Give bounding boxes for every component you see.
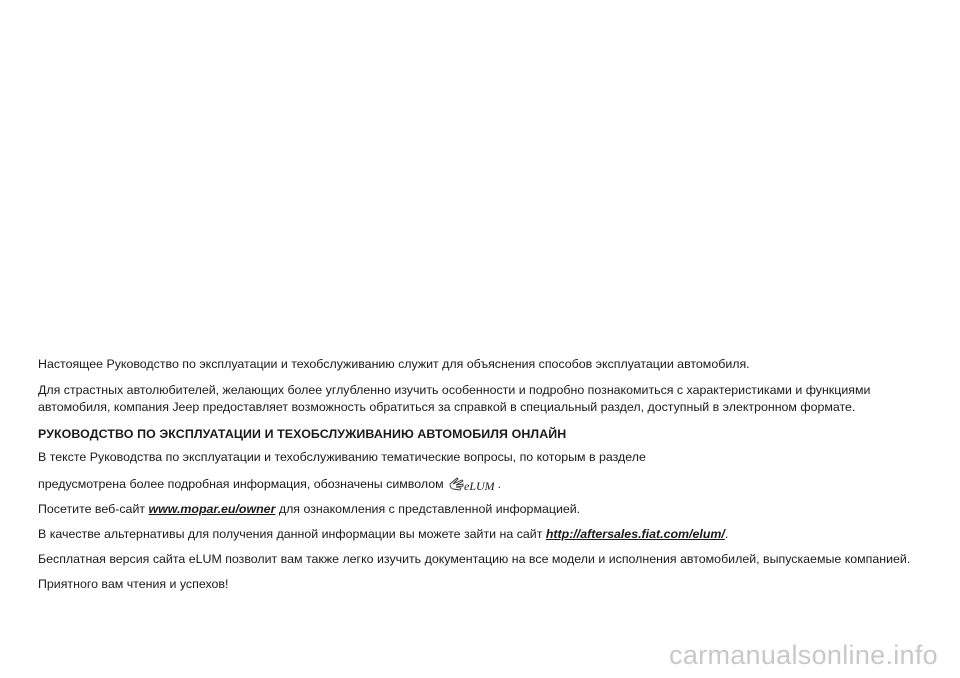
visit-before: Посетите веб-сайт (38, 502, 149, 516)
elum-icon-text: eLUM (463, 479, 494, 492)
paragraph2-line1: Для страстных автолюбителей, желающих более углубленно изучить особенности и подробно познакомиться с характеристиками и функциями (38, 383, 871, 397)
section-heading: РУКОВОДСТВО ПО ЭКСПЛУАТАЦИИ И ТЕХОБСЛУЖИВАНИЮ АВТОМОБИЛЯ ОНЛАЙН (38, 427, 567, 441)
text-line2 (38, 474, 928, 493)
mopar-owner-link[interactable]: www.mopar.eu/owner (148, 502, 276, 516)
free-version-line: Бесплатная версия сайта eLUM позволит вам также легко изучить документацию на все модели и исполнения автомобилей, выпускаемые компанией. (38, 552, 911, 566)
visit-after: для ознакомления с представленной информацией. (275, 502, 581, 516)
elum-hand-icon (448, 474, 494, 492)
alternative-line (38, 526, 928, 543)
alt-after: . (724, 527, 729, 541)
aftersales-elum-link[interactable]: http://aftersales.fiat.com/elum/ (545, 527, 725, 541)
visit-line (38, 501, 928, 518)
text-line2-after: . (497, 477, 502, 491)
paragraph2-line2: автомобиля, компания Jeep предоставляет возможность обратиться за справкой в специальный раздел, доступный в электронном формате. (38, 400, 856, 414)
watermark: carmanualsonline.info (669, 640, 938, 670)
alt-before: В качестве альтернативы для получения данной информации вы можете зайти на сайт (38, 527, 546, 541)
document-body (38, 356, 928, 593)
text-line1: В тексте Руководства по эксплуатации и техобслуживанию тематические вопросы, по которым в разделе (38, 450, 646, 464)
text-line2-before: предусмотрена более подробная информация, обозначены символом (38, 477, 444, 491)
intro-paragraph: Настоящее Руководство по эксплуатации и техобслуживанию служит для объяснения способов эксплуатации автомобиля. (38, 357, 750, 371)
closing-line: Приятного вам чтения и успехов! (38, 577, 229, 591)
